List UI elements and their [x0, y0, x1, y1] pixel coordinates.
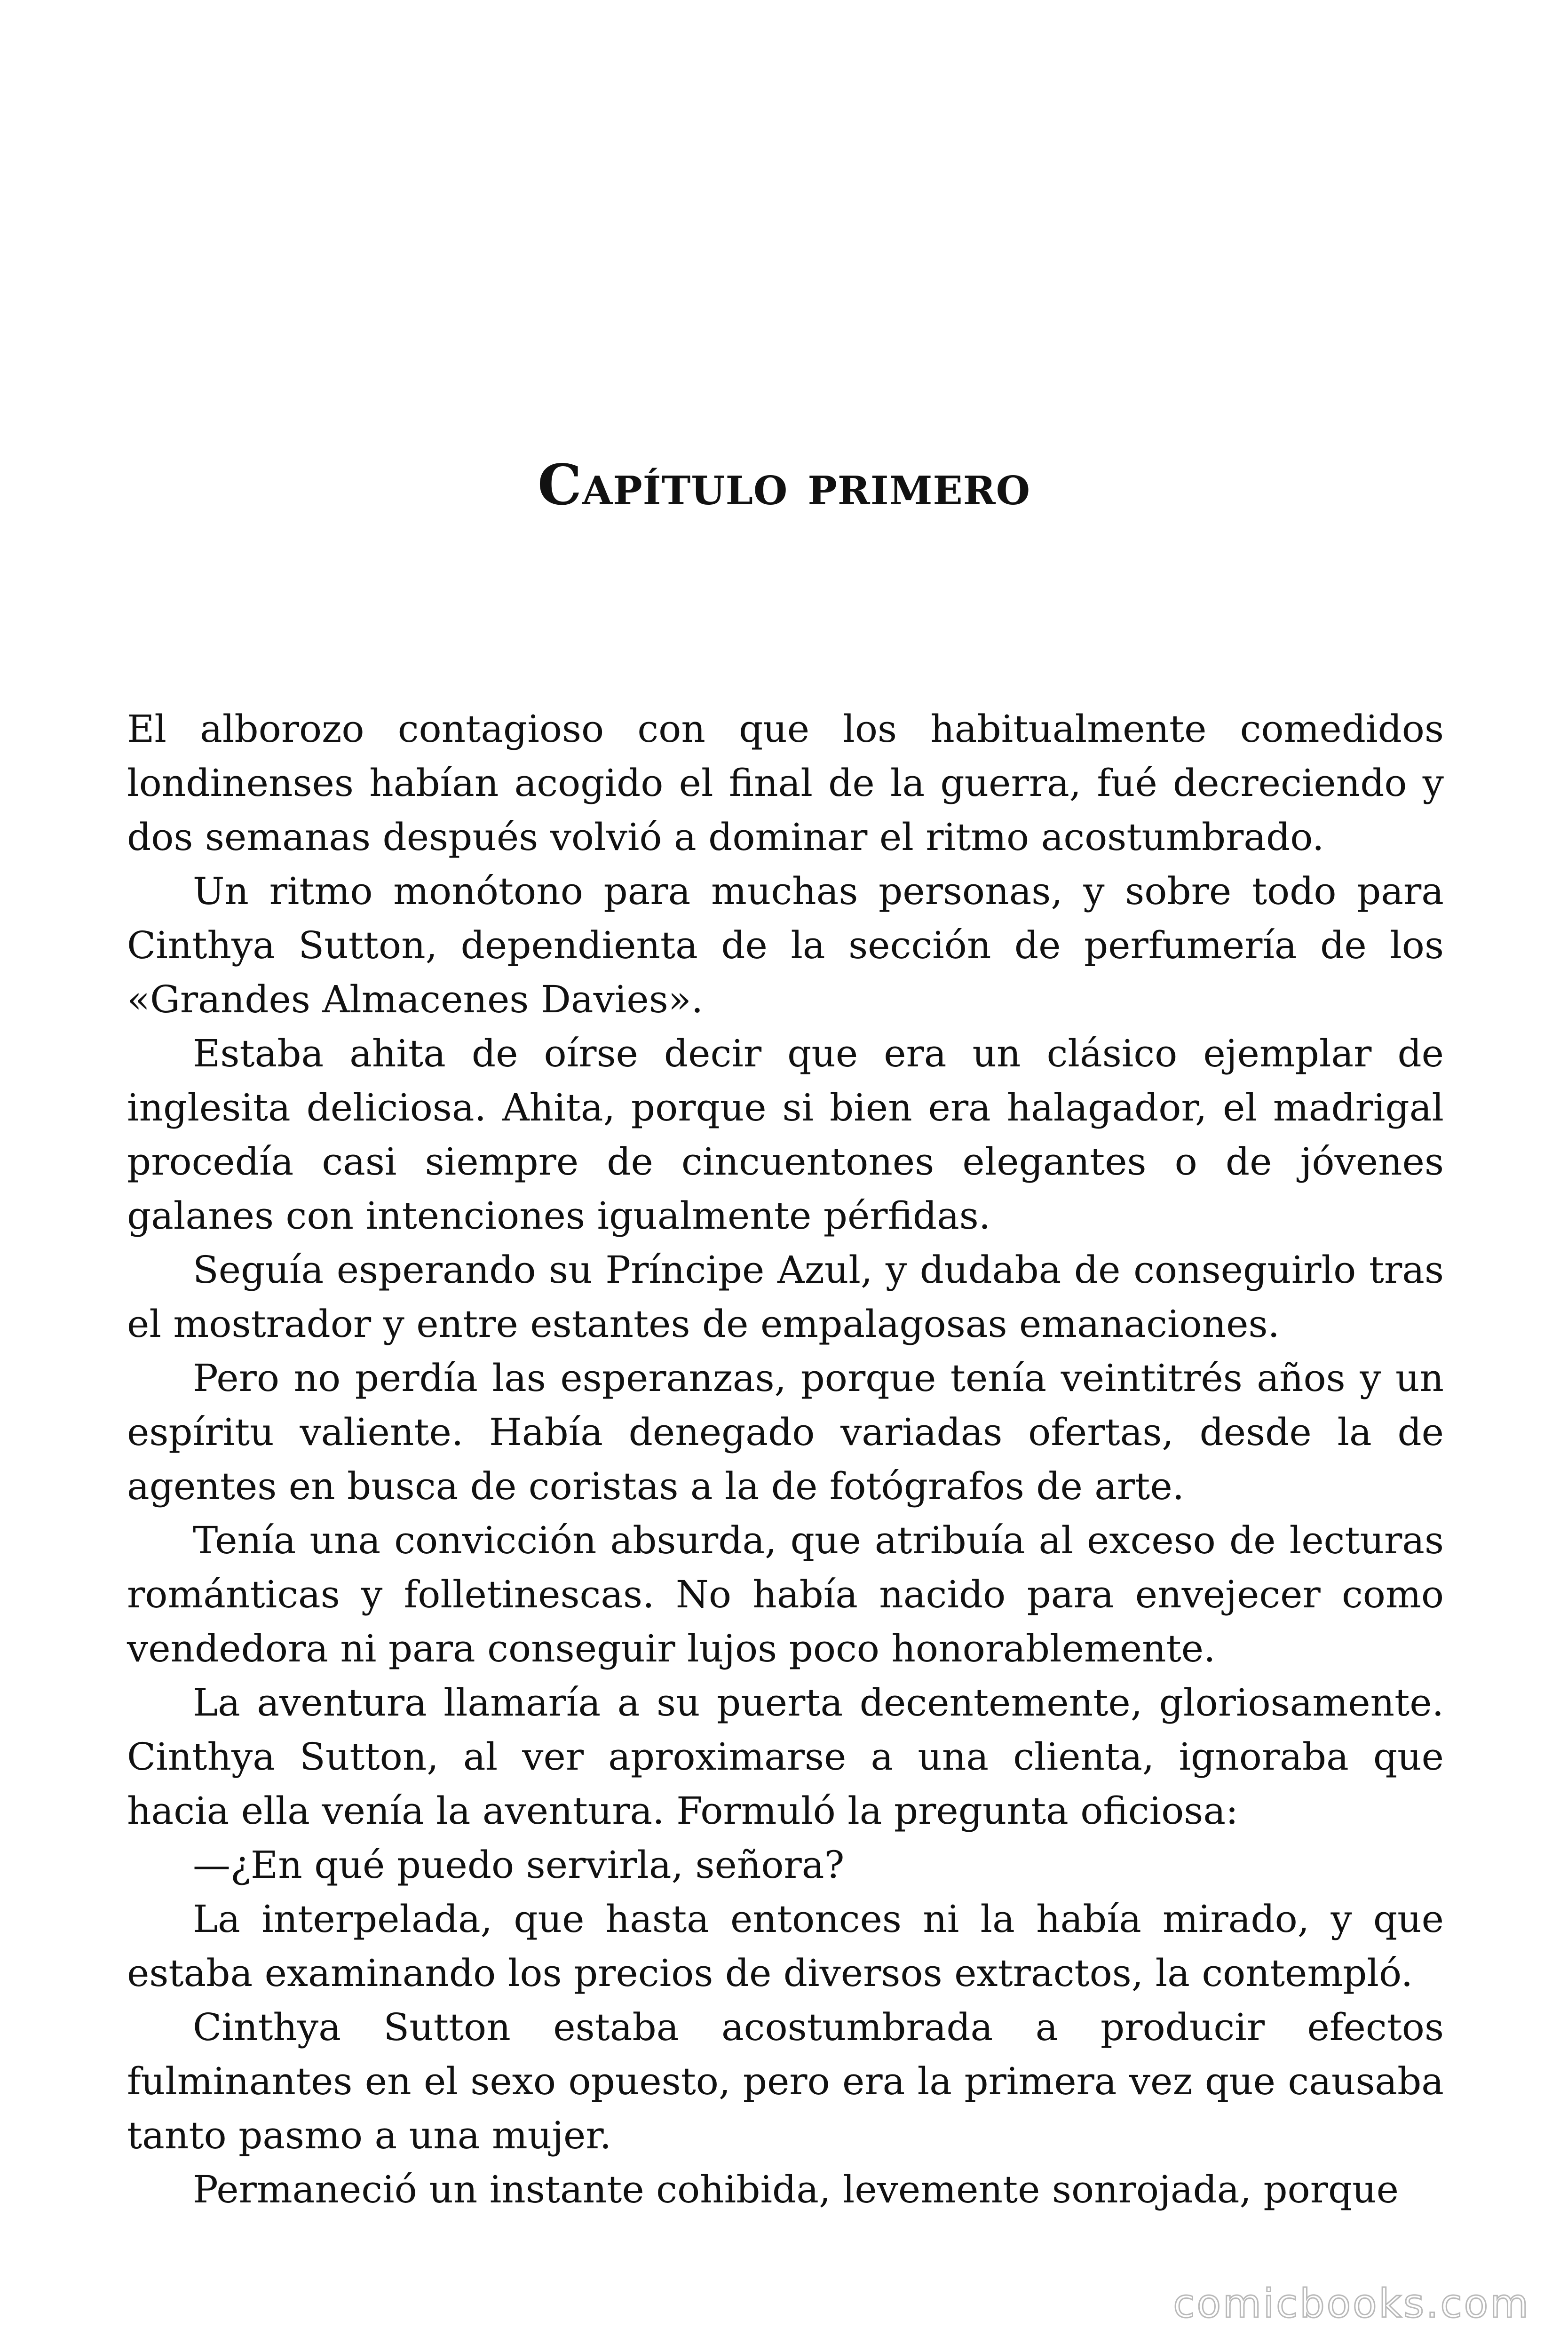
watermark: comicbooks.com — [1173, 2280, 1530, 2327]
paragraph: Un ritmo monótono para muchas personas, y sobre todo para Cinthya Sutton, dependienta de la sección de perfumería de los «Grandes Almacenes Davies». — [127, 869, 1444, 1021]
paragraph: La aventura llamaría a su puerta decentemente, gloriosamente. Cinthya Sutton, al ver aproximarse a una clienta, ignoraba que hacia ella venía la aventura. Formuló la pregunta oficiosa: — [127, 1681, 1444, 1833]
paragraph: Cinthya Sutton estaba acostumbrada a producir efectos fulminantes en el sexo opuesto, pero era la primera vez que causaba tanto pasmo a una mujer. — [127, 2005, 1444, 2157]
paragraph: Seguía esperando su Príncipe Azul, y dudaba de conseguirlo tras el mostrador y entre estantes de empalagosas emanaciones. — [127, 1248, 1444, 1346]
paragraph: Pero no perdía las esperanzas, porque tenía veintitrés años y un espíritu valiente. Había denegado variadas ofertas, desde la de agentes en busca de coristas a la de fotógrafos de arte. — [127, 1356, 1444, 1508]
paragraph: El alborozo contagioso con que los habitualmente comedidos londinenses habían acogido el final de la guerra, fué decreciendo y dos semanas después volvió a dominar el ritmo acostumbrado. — [127, 707, 1444, 859]
paragraph: Permaneció un instante cohibida, levemente sonrojada, porque — [193, 2168, 1399, 2211]
paragraph: Estaba ahita de oírse decir que era un clásico ejemplar de inglesita deliciosa. Ahita, porque si bien era halagador, el madrigal procedía casi siempre de cincuentones elegantes o de jóvenes galanes con intenciones igualmente pérfidas. — [127, 1032, 1444, 1238]
chapter-body — [127, 702, 1444, 2217]
chapter-title-text: Capítulo primero — [537, 452, 1031, 517]
chapter-title — [0, 452, 1568, 518]
paragraph: Tenía una convicción absurda, que atribuía al exceso de lecturas románticas y folletinescas. No había nacido para envejecer como vendedora ni para conseguir lujos poco honorablemente. — [127, 1518, 1444, 1670]
paragraph: —¿En qué puedo servirla, señora? — [193, 1843, 845, 1887]
paragraph: La interpelada, que hasta entonces ni la había mirado, y que estaba examinando los precios de diversos extractos, la contempló. — [127, 1897, 1444, 1995]
